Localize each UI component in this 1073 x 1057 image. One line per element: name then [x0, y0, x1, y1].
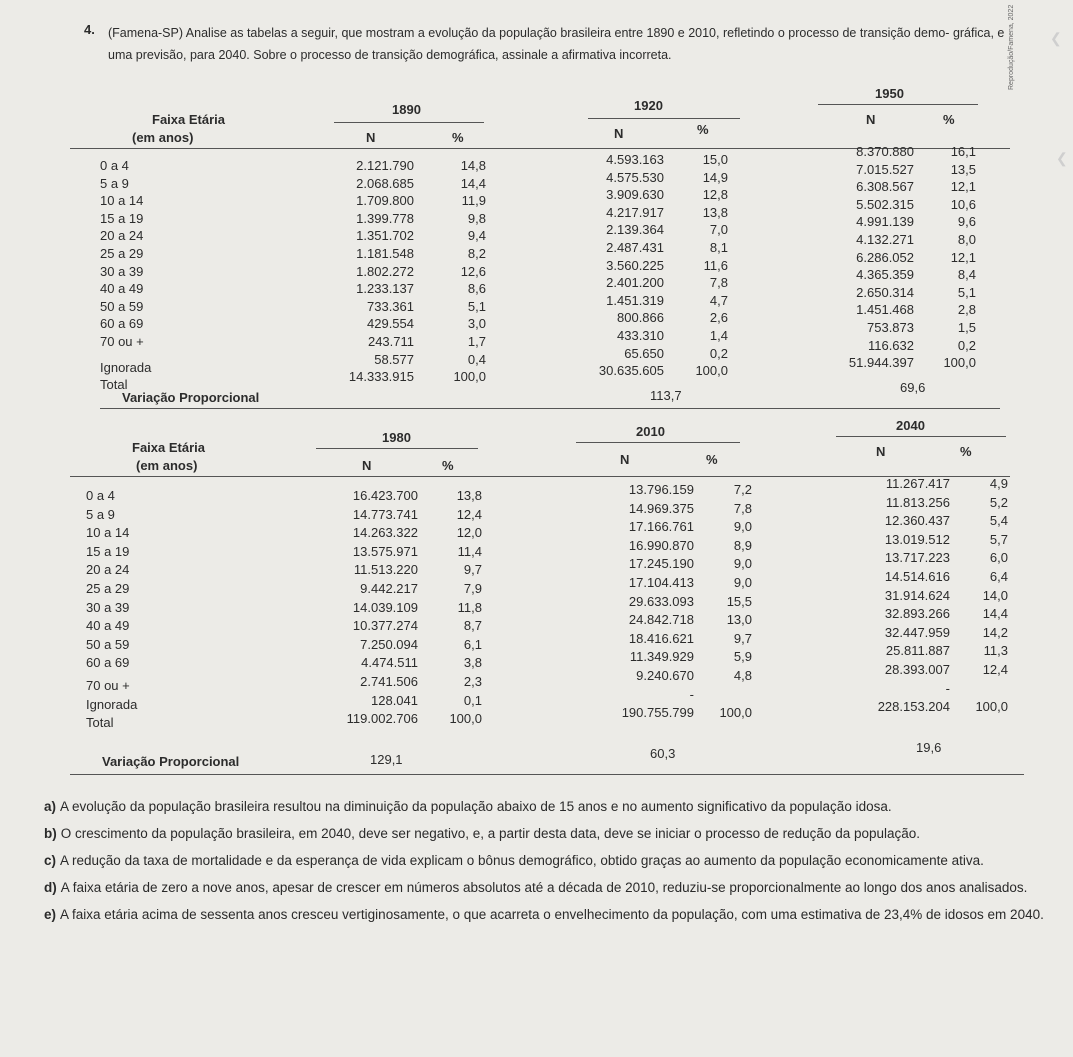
option-a[interactable] — [44, 796, 1054, 818]
n-value-cell: 228.153.204 — [877, 699, 950, 715]
n-value-cell: 2.487.431 — [606, 240, 664, 255]
n-value-cell: 51.944.397 — [848, 355, 914, 371]
pct-value-cell: 11,6 — [703, 257, 728, 273]
pct-value-cell: 7,8 — [733, 500, 752, 516]
year-header-2010: 2010 — [636, 424, 665, 439]
pct-column-header: % — [452, 130, 464, 145]
header-rule — [334, 122, 484, 123]
pct-value-cell: 4,7 — [709, 292, 728, 308]
n-value-cell: 7.250.094 — [360, 636, 418, 652]
year-header-1920: 1920 — [634, 98, 663, 113]
pct-value-cell: 8,9 — [733, 537, 752, 553]
table-bottom-rule — [70, 774, 1024, 775]
n-value-cell: 1.181.548 — [356, 246, 414, 261]
pct-value-cell: 100,0 — [975, 699, 1008, 715]
pct-value-cell: 6,1 — [463, 636, 482, 652]
n-value-cell: 4.365.359 — [856, 267, 914, 283]
variation-1950: 69,6 — [900, 380, 926, 395]
pct-value-cell: 8,0 — [957, 232, 976, 247]
option-e[interactable] — [44, 904, 1054, 926]
pct-value-cell: 14,8 — [460, 158, 486, 173]
option-b[interactable] — [44, 823, 1054, 845]
year-header-1950: 1950 — [875, 86, 904, 101]
n-column-header: N — [866, 112, 876, 127]
pct-value-cell: 8,7 — [463, 618, 482, 634]
option-text: A redução da taxa de mortalidade e da esperança de vida explicam o bônus demográfico, obtido graças ao aumento da população economicamente ativa. — [60, 853, 984, 868]
pct-value-cell: 10,6 — [950, 196, 976, 212]
n-value-cell: 429.554 — [367, 316, 414, 332]
n-value-cell: 4.474.511 — [361, 655, 418, 671]
pct-value-cell: 2,8 — [957, 302, 976, 318]
pct-value-cell: 100,0 — [449, 711, 482, 727]
pct-value-cell: 8,6 — [467, 281, 486, 297]
option-letter: a) — [44, 799, 57, 814]
pct-value-cell: 12,1 — [950, 179, 976, 195]
age-group-header: Faixa Etária — [152, 112, 225, 127]
n-column-header: N — [366, 130, 376, 145]
n-value-cell: 1.709.800 — [356, 193, 414, 209]
option-letter: b) — [44, 826, 57, 841]
pct-value-cell: 2,6 — [709, 310, 728, 326]
question-intro: (Famena-SP) Analise as tabelas a seguir, que mostram a evolução da população brasileira entre 1890 e 2010, refletindo o processo de transição demo- gráfica, e uma previsão, para 2040. Sobre o processo de transição demográfica, assinale a afirmativa incorreta. — [108, 26, 1005, 62]
n-value-cell: 2.121.790 — [356, 158, 414, 173]
pct-value-cell: 1,4 — [709, 328, 728, 343]
n-value-cell: 2.401.200 — [606, 275, 664, 291]
pct-value-cell: 15,0 — [702, 152, 728, 167]
row-label: 30 a 39 — [86, 599, 130, 615]
row-label: 0 a 4 — [100, 158, 129, 173]
n-value-cell: 14.263.322 — [352, 525, 418, 541]
n-value-cell: 12.360.437 — [884, 513, 950, 529]
n-value-cell: 190.755.799 — [621, 705, 694, 721]
option-d[interactable] — [44, 877, 1054, 899]
n-value-cell: 17.166.761 — [628, 519, 694, 535]
pct-value-cell: 7,9 — [463, 581, 482, 596]
pct-value-cell: 12,4 — [456, 506, 482, 522]
row-label: 5 a 9 — [100, 175, 129, 191]
n-value-cell: 11.267.417 — [885, 476, 950, 491]
pct-value-cell: 12,1 — [950, 249, 976, 265]
header-rule — [836, 436, 1006, 437]
row-label: Ignorada — [100, 359, 152, 375]
pct-value-cell: 12,0 — [456, 525, 482, 541]
pct-value-cell: 7,0 — [709, 222, 728, 238]
n-value-cell: 6.308.567 — [856, 179, 914, 195]
n-value-cell: - — [689, 686, 694, 702]
year-header-2040: 2040 — [896, 418, 925, 433]
n-value-cell: 3.560.225 — [606, 257, 664, 273]
n-value-cell: 1.451.319 — [606, 292, 664, 308]
pct-value-cell: 9,7 — [733, 630, 752, 646]
pct-value-cell: 8,4 — [957, 267, 976, 283]
n-value-cell: 433.310 — [617, 328, 664, 343]
n-value-cell: 2.650.314 — [856, 284, 914, 300]
pct-value-cell: 7,8 — [709, 275, 728, 291]
question-number: 4. — [84, 22, 95, 37]
pct-value-cell: 4,8 — [733, 668, 752, 683]
n-value-cell: 30.635.605 — [598, 363, 664, 379]
row-label: 25 a 29 — [86, 581, 130, 596]
row-label: 30 a 39 — [100, 263, 144, 279]
n-value-cell: 11.813.256 — [885, 494, 950, 510]
pct-value-cell: 5,1 — [957, 284, 976, 300]
pct-value-cell: 14,0 — [982, 587, 1008, 603]
row-label: 40 a 49 — [100, 281, 144, 297]
option-text: A evolução da população brasileira resultou na diminuição da população abaixo de 15 anos e no aumento significativo da população idosa. — [60, 799, 892, 814]
n-value-cell: 1.233.137 — [356, 281, 414, 297]
pct-value-cell: 8,1 — [709, 240, 728, 255]
pct-value-cell: 5,7 — [989, 531, 1008, 547]
n-value-cell: 4.132.271 — [856, 232, 914, 247]
n-value-cell: 11.513.220 — [353, 562, 418, 578]
option-letter: e) — [44, 907, 57, 922]
pct-value-cell: 100,0 — [695, 363, 728, 379]
age-group-subheader: (em anos) — [136, 458, 198, 473]
option-text: A faixa etária de zero a nove anos, apesar de crescer em números absolutos até a década de 2010, reduziu-se proporcionalmente ao longo dos anos analisados. — [60, 880, 1028, 895]
n-value-cell: 32.893.266 — [884, 606, 950, 622]
n-value-cell: 13.796.159 — [628, 482, 694, 497]
pct-value-cell: 6,0 — [989, 550, 1008, 566]
variation-label: Variação Proporcional — [122, 390, 260, 405]
n-value-cell: 18.416.621 — [628, 630, 694, 646]
n-value-cell: 14.039.109 — [352, 599, 418, 615]
n-value-cell: 17.104.413 — [628, 575, 694, 590]
table-bottom-rule — [100, 408, 1000, 409]
n-value-cell: 13.019.512 — [884, 531, 950, 547]
pct-value-cell: 2,3 — [463, 674, 482, 689]
pct-value-cell: 15,5 — [726, 593, 752, 609]
n-value-cell: 10.377.274 — [352, 618, 418, 634]
pct-value-cell: 9,8 — [467, 210, 486, 226]
header-rule — [576, 442, 740, 443]
n-column-header: N — [362, 458, 372, 473]
n-value-cell: 16.423.700 — [352, 488, 418, 503]
pct-value-cell: 13,5 — [950, 161, 976, 177]
n-value-cell: 4.593.163 — [606, 152, 664, 167]
n-value-cell: 65.650 — [624, 345, 664, 361]
pct-value-cell: 14,9 — [702, 169, 728, 185]
row-label: 50 a 59 — [86, 636, 130, 652]
row-label: 20 a 24 — [100, 228, 144, 244]
n-value-cell: 13.717.223 — [884, 550, 950, 566]
n-value-cell: 2.741.506 — [360, 674, 418, 689]
pct-column-header: % — [706, 452, 718, 467]
option-text: O crescimento da população brasileira, em 2040, deve ser negativo, e, a partir desta data, deve se iniciar o processo de redução da população. — [60, 826, 921, 841]
n-value-cell: 29.633.093 — [628, 593, 694, 609]
n-value-cell: 31.914.624 — [884, 587, 950, 603]
pct-value-cell: 100,0 — [943, 355, 976, 371]
pct-value-cell: 11,4 — [457, 543, 482, 559]
option-letter: d) — [44, 880, 57, 895]
pct-value-cell: 13,8 — [702, 204, 728, 220]
variation-1980: 129,1 — [370, 752, 403, 767]
year-header-1980: 1980 — [382, 430, 411, 445]
pct-value-cell: 5,9 — [733, 649, 752, 665]
pct-value-cell: 100,0 — [719, 705, 752, 721]
row-label: 15 a 19 — [86, 543, 130, 559]
pct-value-cell: 9,4 — [467, 228, 486, 244]
header-rule — [316, 448, 478, 449]
n-value-cell: 11.349.929 — [629, 649, 694, 665]
n-value-cell: 1.802.272 — [356, 263, 414, 279]
n-value-cell: 243.711 — [367, 334, 414, 349]
n-value-cell: 2.139.364 — [606, 222, 664, 238]
row-label: 60 a 69 — [100, 316, 144, 332]
row-label: 60 a 69 — [86, 655, 130, 671]
n-value-cell: 17.245.190 — [628, 556, 694, 572]
row-label: 50 a 59 — [100, 298, 144, 314]
pct-column-header: % — [442, 458, 454, 473]
pct-value-cell: 16,1 — [950, 144, 976, 159]
pct-value-cell: 7,2 — [733, 482, 752, 497]
n-value-cell: 13.575.971 — [352, 543, 418, 559]
n-value-cell: - — [945, 680, 950, 696]
pct-column-header: % — [960, 444, 972, 459]
page-edge-mark: ❮ — [1056, 150, 1068, 166]
population-table-1980-2040 — [70, 418, 1010, 780]
row-label: 20 a 24 — [86, 562, 130, 578]
n-value-cell: 1.351.702 — [356, 228, 414, 244]
n-column-header: N — [614, 126, 624, 141]
n-column-header: N — [876, 444, 886, 459]
n-value-cell: 16.990.870 — [628, 537, 694, 553]
n-column-header: N — [620, 452, 630, 467]
n-value-cell: 2.068.685 — [356, 175, 414, 191]
pct-value-cell: 3,0 — [467, 316, 486, 332]
pct-value-cell: 14,4 — [982, 606, 1008, 622]
row-label: Total — [86, 715, 114, 731]
age-group-subheader: (em anos) — [132, 130, 194, 145]
pct-value-cell: 1,7 — [467, 334, 486, 349]
n-value-cell: 8.370.880 — [856, 144, 914, 159]
pct-value-cell: 9,7 — [463, 562, 482, 578]
n-value-cell: 14.773.741 — [352, 506, 418, 522]
pct-value-cell: 14,2 — [982, 624, 1008, 640]
pct-value-cell: 11,8 — [457, 599, 482, 615]
pct-value-cell: 11,9 — [461, 193, 486, 209]
pct-value-cell: 5,1 — [467, 298, 486, 314]
header-rule — [588, 118, 740, 119]
pct-value-cell: 5,4 — [989, 513, 1008, 529]
variation-1920: 113,7 — [650, 388, 682, 403]
n-value-cell: 4.991.139 — [856, 214, 914, 230]
pct-column-header: % — [697, 122, 709, 137]
pct-value-cell: 3,8 — [463, 655, 482, 671]
n-value-cell: 116.632 — [867, 337, 914, 353]
variation-2040: 19,6 — [916, 740, 942, 755]
pct-value-cell: 9,0 — [733, 575, 752, 590]
row-label: 70 ou + — [86, 678, 130, 693]
pct-value-cell: 14,4 — [460, 175, 486, 191]
n-value-cell: 1.451.468 — [856, 302, 914, 318]
n-value-cell: 4.217.917 — [606, 204, 664, 220]
pct-value-cell: 9,0 — [733, 519, 752, 535]
image-credit: Reprodução/Famena, 2022 — [1008, 4, 1015, 90]
n-value-cell: 58.577 — [374, 351, 414, 367]
variation-label: Variação Proporcional — [102, 754, 240, 769]
variation-2010: 60,3 — [650, 746, 676, 761]
n-value-cell: 14.969.375 — [628, 500, 694, 516]
pct-value-cell: 0,4 — [467, 351, 486, 367]
n-value-cell: 24.842.718 — [628, 612, 694, 628]
n-value-cell: 7.015.527 — [856, 161, 914, 177]
n-value-cell: 14.514.616 — [884, 569, 950, 584]
pct-value-cell: 9,0 — [733, 556, 752, 572]
option-letter: c) — [44, 853, 57, 868]
pct-value-cell: 12,8 — [702, 187, 728, 203]
row-label: Total — [100, 377, 128, 393]
row-label: 15 a 19 — [100, 210, 144, 226]
n-value-cell: 753.873 — [867, 320, 914, 335]
row-label: 25 a 29 — [100, 246, 144, 261]
pct-value-cell: 11,3 — [983, 643, 1008, 659]
pct-value-cell: 12,6 — [460, 263, 486, 279]
pct-value-cell: 1,5 — [957, 320, 976, 335]
n-value-cell: 32.447.959 — [884, 624, 950, 640]
n-value-cell: 800.866 — [617, 310, 664, 326]
pct-value-cell: 12,4 — [982, 662, 1008, 677]
pct-value-cell: 5,2 — [989, 494, 1008, 510]
row-label: 5 a 9 — [86, 506, 115, 522]
age-group-header: Faixa Etária — [132, 440, 205, 455]
row-label: 0 a 4 — [86, 488, 115, 503]
pct-value-cell: 0,1 — [463, 692, 482, 708]
pct-value-cell: 13,0 — [726, 612, 752, 628]
n-value-cell: 9.442.217 — [360, 581, 418, 596]
row-label: Ignorada — [86, 696, 138, 712]
n-value-cell: 14.333.915 — [348, 369, 414, 385]
population-table-1890-1950 — [70, 82, 1010, 412]
row-label: 70 ou + — [100, 334, 144, 349]
option-c[interactable] — [44, 850, 1054, 872]
pct-value-cell: 0,2 — [957, 337, 976, 353]
n-value-cell: 4.575.530 — [606, 169, 664, 185]
row-label: 10 a 14 — [86, 525, 130, 541]
n-value-cell: 28.393.007 — [884, 662, 950, 677]
n-value-cell: 119.002.706 — [346, 711, 418, 727]
pct-value-cell: 100,0 — [453, 369, 486, 385]
header-rule — [818, 104, 978, 105]
pct-value-cell: 6,4 — [989, 569, 1008, 584]
year-header-1890: 1890 — [392, 102, 421, 117]
n-value-cell: 25.811.887 — [885, 643, 950, 659]
row-label: 40 a 49 — [86, 618, 130, 634]
pct-value-cell: 13,8 — [456, 488, 482, 503]
answer-options — [44, 796, 1054, 931]
n-value-cell: 5.502.315 — [856, 196, 914, 212]
pct-column-header: % — [943, 112, 955, 127]
page-edge-mark: ❮ — [1050, 30, 1062, 46]
n-value-cell: 1.399.778 — [356, 210, 414, 226]
n-value-cell: 733.361 — [367, 298, 414, 314]
n-value-cell: 6.286.052 — [856, 249, 914, 265]
row-label: 10 a 14 — [100, 193, 144, 209]
pct-value-cell: 9,6 — [957, 214, 976, 230]
pct-value-cell: 8,2 — [467, 246, 486, 261]
pct-value-cell: 0,2 — [709, 345, 728, 361]
n-value-cell: 128.041 — [371, 692, 418, 708]
n-value-cell: 9.240.670 — [636, 668, 694, 683]
pct-value-cell: 4,9 — [989, 476, 1008, 491]
n-value-cell: 3.909.630 — [606, 187, 664, 203]
option-text: A faixa etária acima de sessenta anos cresceu vertiginosamente, o que acarreta o envelhecimento da população, com uma estimativa de 23,4% de idosos em 2040. — [60, 907, 1044, 922]
